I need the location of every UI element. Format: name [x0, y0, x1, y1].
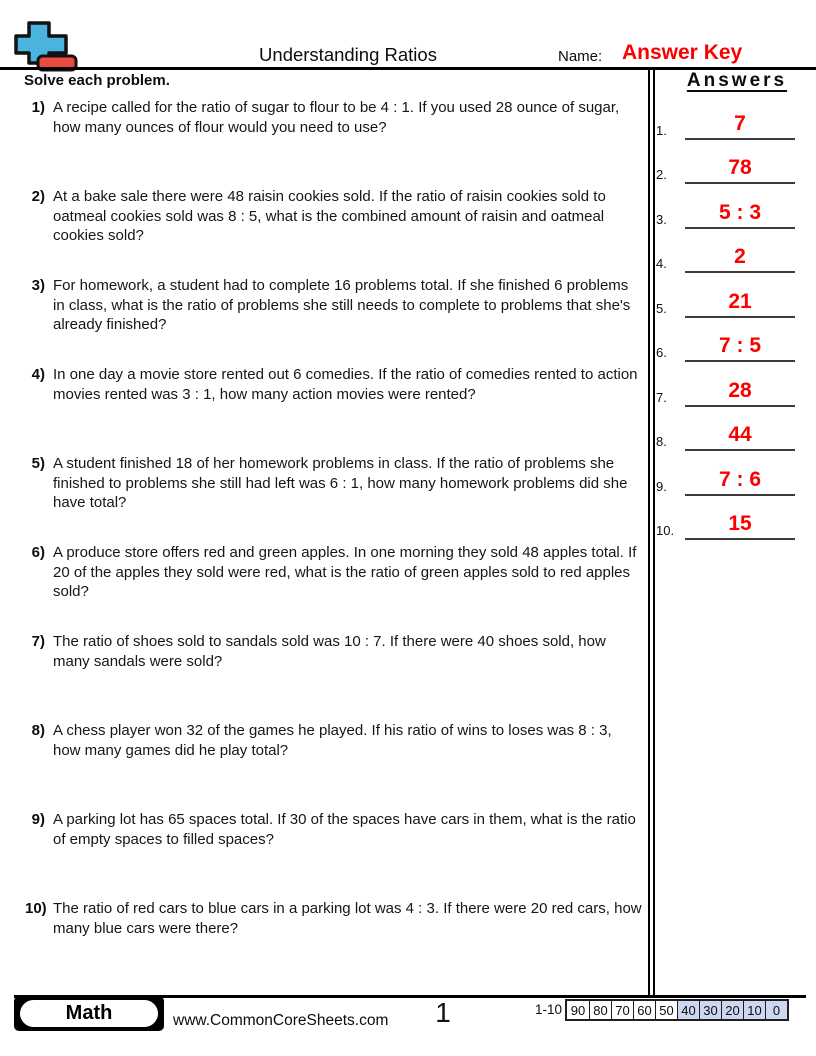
score-cell: 40: [677, 1001, 699, 1019]
answer-blank-line: [685, 227, 795, 229]
answer-value: 7 : 6: [718, 468, 762, 491]
answer-blank-line: [685, 538, 795, 540]
problem-text: At a bake sale there were 48 raisin cookies sold. If the ratio of raisin cookies sold to oatmeal cookies sold was 8 : 5, what is the combined amount of raisin and oatmeal cookies sold?: [53, 188, 606, 244]
answer-row-3: [656, 202, 808, 229]
answer-number: 5.: [656, 301, 667, 316]
answer-number: 6.: [656, 345, 667, 360]
problem-text: The ratio of shoes sold to sandals sold was 10 : 7. If there were 40 shoes sold, how many sandals were sold?: [53, 633, 606, 670]
problem-4: [25, 365, 643, 404]
answer-row-6: [656, 335, 808, 362]
problem-number: 10): [25, 900, 47, 917]
answer-blank-line: [685, 316, 795, 318]
problem-text: In one day a movie store rented out 6 comedies. If the ratio of comedies rented to action movies rented was 3 : 1, how many action movies were rented?: [53, 366, 638, 403]
subject-badge-label: Math: [20, 1000, 158, 1027]
answer-value: 78: [728, 156, 752, 179]
answers-title: Answers: [686, 70, 788, 91]
answer-number: 8.: [656, 434, 667, 449]
score-cell: 70: [611, 1001, 633, 1019]
problem-5: [25, 454, 643, 513]
score-table: [565, 999, 789, 1021]
problem-1: [25, 98, 643, 137]
problem-number: 9): [31, 811, 45, 828]
answer-number: 3.: [656, 212, 667, 227]
problem-text: For homework, a student had to complete 16 problems total. If she finished 6 problems in class, what is the ratio of problems she still needs to complete to problems that she's already finished?: [53, 277, 631, 333]
answer-number: 10.: [656, 523, 675, 538]
answer-number: 4.: [656, 256, 667, 271]
answer-row-1: [656, 113, 808, 140]
answer-blank-line: [685, 182, 795, 184]
answer-number: 9.: [656, 479, 667, 494]
answer-row-7: [656, 380, 808, 407]
answer-row-5: [656, 291, 808, 318]
answer-blank-line: [685, 405, 795, 407]
page-title: Understanding Ratios: [259, 44, 437, 65]
score-cell: 30: [699, 1001, 721, 1019]
answer-blank-line: [685, 138, 795, 140]
website-url: www.CommonCoreSheets.com: [173, 1012, 389, 1029]
answer-value: 21: [728, 290, 752, 313]
name-value-answer-key: Answer Key: [622, 41, 743, 64]
problem-text: A parking lot has 65 spaces total. If 30 of the spaces have cars in them, what is the ratio of empty spaces to filled spaces?: [53, 811, 636, 848]
problem-text: A chess player won 32 of the games he played. If his ratio of wins to loses was 8 : 3, how many games did he play total?: [53, 722, 612, 759]
score-cell: 0: [765, 1001, 787, 1019]
problem-7: [25, 632, 643, 671]
problem-3: [25, 276, 643, 335]
score-cell: 20: [721, 1001, 743, 1019]
problem-9: [25, 810, 643, 849]
score-cell: 60: [633, 1001, 655, 1019]
problem-2: [25, 187, 643, 246]
answer-blank-line: [685, 449, 795, 451]
answer-row-4: [656, 246, 808, 273]
answer-row-8: [656, 424, 808, 451]
answers-column-divider: [648, 67, 655, 995]
page-number: 1: [435, 997, 451, 1028]
name-label: Name:: [558, 48, 603, 65]
problem-number: 2): [31, 188, 45, 205]
answer-blank-line: [685, 360, 795, 362]
problem-text: A produce store offers red and green apples. In one morning they sold 48 apples total. If 20 of the apples they sold were red, what is the ratio of green apples sold to red apples sold?: [53, 544, 637, 600]
answer-value: 7: [734, 112, 746, 135]
score-range-label: 1-10: [535, 1002, 563, 1017]
score-cell: 10: [743, 1001, 765, 1019]
answer-value: 44: [728, 423, 752, 446]
problem-number: 1): [31, 99, 45, 116]
problem-number: 3): [31, 277, 45, 294]
problem-10: [25, 899, 643, 938]
problem-text: A recipe called for the ratio of sugar to flour to be 4 : 1. If you used 28 ounce of sugar, how many ounces of flour would you need to use?: [53, 99, 620, 136]
answer-number: 1.: [656, 123, 667, 138]
problem-text: The ratio of red cars to blue cars in a parking lot was 4 : 3. If there were 20 red cars, how many blue cars were there?: [53, 900, 642, 937]
problem-number: 6): [31, 544, 45, 561]
score-cell: 50: [655, 1001, 677, 1019]
answer-row-2: [656, 157, 808, 184]
problem-number: 5): [31, 455, 45, 472]
answer-number: 2.: [656, 167, 667, 182]
problem-text: A student finished 18 of her homework problems in class. If the ratio of problems she finished to problems she still had left was 6 : 1, how many homework problems did she have total?: [53, 455, 628, 511]
answer-value: 7 : 5: [718, 334, 762, 357]
answer-value: 28: [728, 379, 752, 402]
problem-6: [25, 543, 643, 602]
subject-badge: [14, 996, 164, 1031]
answer-value: 2: [734, 245, 746, 268]
answer-blank-line: [685, 271, 795, 273]
problem-number: 7): [31, 633, 45, 650]
problem-8: [25, 721, 643, 760]
instructions: Solve each problem.: [24, 72, 170, 89]
answer-row-10: [656, 513, 808, 540]
answer-value: 15: [728, 512, 752, 535]
answer-value: 5 : 3: [718, 201, 762, 224]
score-cell: 80: [589, 1001, 611, 1019]
answer-number: 7.: [656, 390, 667, 405]
problem-number: 8): [31, 722, 45, 739]
problem-number: 4): [31, 366, 45, 383]
score-cell: 90: [570, 1002, 586, 1018]
answer-blank-line: [685, 494, 795, 496]
answer-row-9: [656, 469, 808, 496]
